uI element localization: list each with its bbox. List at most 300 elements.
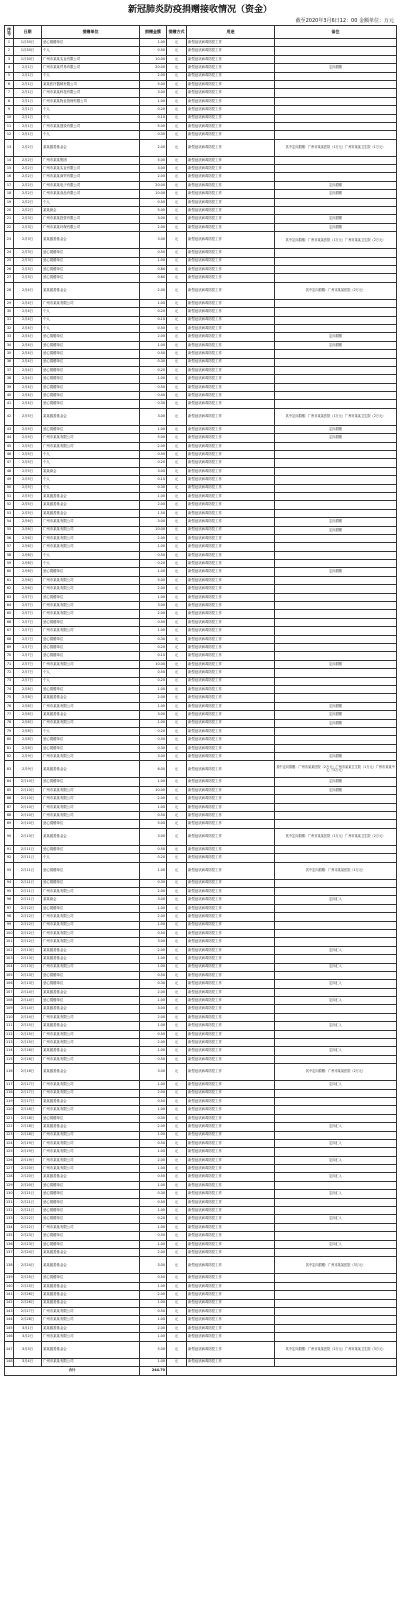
cell-note [275, 72, 397, 80]
cell-amount: 0.20 [140, 106, 167, 114]
cell-no: 113 [5, 1039, 14, 1047]
cell-no: 24 [5, 249, 14, 257]
cell-method: 元 [167, 383, 187, 391]
table-row [5, 1173, 397, 1181]
cell-use: 新型冠状病毒防控工作 [187, 139, 275, 156]
cell-no: 66 [5, 618, 14, 626]
cell-no: 110 [5, 1013, 14, 1021]
cell-date: 2月23日 [14, 1240, 42, 1248]
cell-note [275, 1207, 397, 1215]
cell-amount: 2.00 [140, 1324, 167, 1332]
cell-note [275, 451, 397, 459]
cell-donor: 广州市某某有限公司 [42, 812, 140, 820]
cell-note [275, 1114, 397, 1122]
cell-no: 32 [5, 324, 14, 332]
cell-date: 2月21日 [14, 1190, 42, 1198]
cell-use: 新型冠状病毒防控工作 [187, 1055, 275, 1063]
cell-date: 2月17日 [14, 1089, 42, 1097]
cell-donor: 爱心捐赠单位 [42, 644, 140, 652]
cell-note [275, 1274, 397, 1282]
cell-use: 新型冠状病毒防控工作 [187, 593, 275, 601]
cell-no: 117 [5, 1081, 14, 1089]
cell-amount: 1.00 [140, 627, 167, 635]
cell-no: 73 [5, 677, 14, 685]
cell-method: 元 [167, 736, 187, 744]
cell-donor: 广州市某某贸易有限公司 [42, 64, 140, 72]
cell-donor: 广州市某某有限公司 [42, 1165, 140, 1173]
cell-date: 2月5日 [14, 484, 42, 492]
cell-use: 新型冠状病毒防控工作 [187, 257, 275, 265]
cell-amount: 1.00 [140, 719, 167, 727]
cell-note [275, 736, 397, 744]
cell-donor: 个人 [42, 324, 140, 332]
cell-date: 2月2日 [14, 156, 42, 164]
cell-use: 新型冠状病毒防控工作 [187, 501, 275, 509]
cell-no: 22 [5, 223, 14, 231]
cell-amount: 0.20 [140, 366, 167, 374]
cell-note: 定向汇入 [275, 963, 397, 971]
table-row [5, 232, 397, 249]
cell-method: 元 [167, 308, 187, 316]
cell-note [275, 366, 397, 374]
cell-amount: 3.00 [140, 938, 167, 946]
cell-date: 2月28日 [14, 1316, 42, 1324]
cell-amount: 5.00 [140, 156, 167, 164]
cell-amount: 10.00 [140, 55, 167, 63]
cell-no: 91 [5, 845, 14, 853]
cell-no: 26 [5, 265, 14, 273]
cell-date: 2月23日 [14, 1232, 42, 1240]
cell-note [275, 400, 397, 408]
cell-use: 新型冠状病毒防控工作 [187, 198, 275, 206]
cell-date: 2月13日 [14, 963, 42, 971]
cell-method: 元 [167, 451, 187, 459]
cell-date: 2月12日 [14, 913, 42, 921]
cell-donor: 个人 [42, 551, 140, 559]
cell-donor: 某某慈善基金会 [42, 408, 140, 425]
cell-donor: 爱心捐赠单位 [42, 980, 140, 988]
donation-table [4, 25, 397, 1376]
cell-method: 元 [167, 1081, 187, 1089]
cell-no: 25 [5, 257, 14, 265]
table-row [5, 1207, 397, 1215]
table-row [5, 627, 397, 635]
cell-date: 2月18日 [14, 1114, 42, 1122]
cell-use: 新型冠状病毒防控工作 [187, 451, 275, 459]
cell-date: 2月6日 [14, 534, 42, 542]
cell-donor: 某某慈善基金会 [42, 955, 140, 963]
cell-method: 元 [167, 341, 187, 349]
cell-use: 新型冠状病毒防控工作 [187, 744, 275, 752]
cell-date: 2月15日 [14, 1022, 42, 1030]
cell-amount: 2.00 [140, 1089, 167, 1097]
cell-amount: 1.00 [140, 702, 167, 710]
cell-donor: 爱心捐赠单位 [42, 1207, 140, 1215]
table-row [5, 1089, 397, 1097]
cell-method: 元 [167, 408, 187, 425]
cell-date: 2月4日 [14, 366, 42, 374]
cell-donor: 爱心捐赠单位 [42, 375, 140, 383]
col-header-amount: 捐赠金额 [140, 26, 167, 39]
cell-amount: 0.50 [140, 845, 167, 853]
cell-use: 新型冠状病毒防控工作 [187, 660, 275, 668]
cell-amount: 2.00 [140, 333, 167, 341]
cell-date: 2月6日 [14, 568, 42, 576]
cell-donor: 个人 [42, 131, 140, 139]
cell-method: 元 [167, 534, 187, 542]
cell-amount: 20.00 [140, 181, 167, 189]
cell-note [275, 803, 397, 811]
cell-method: 元 [167, 610, 187, 618]
cell-note: 定向汇入 [275, 1139, 397, 1147]
cell-note [275, 1165, 397, 1173]
cell-method: 元 [167, 913, 187, 921]
table-row [5, 963, 397, 971]
cell-amount: 2.00 [140, 795, 167, 803]
cell-method: 元 [167, 576, 187, 584]
cell-date: 2月3日 [14, 249, 42, 257]
cell-donor: 某某慈善基金会 [42, 1291, 140, 1299]
cell-note [275, 669, 397, 677]
cell-no: 86 [5, 795, 14, 803]
cell-note [275, 593, 397, 601]
cell-note [275, 198, 397, 206]
cell-donor: 某某慈善基金会 [42, 988, 140, 996]
cell-amount: 0.30 [140, 400, 167, 408]
cell-method: 元 [167, 820, 187, 828]
cell-note [275, 1131, 397, 1139]
cell-amount: 5.00 [140, 122, 167, 130]
cell-donor: 广州市某某有限公司 [42, 887, 140, 895]
cell-method: 元 [167, 1055, 187, 1063]
cell-method: 元 [167, 1333, 187, 1341]
cell-note: 其中定向捐赠：广州市某某医院（2万元）广州市某某卫生院（1万元）广州市某某中心（3万元） [275, 761, 397, 778]
cell-method: 元 [167, 971, 187, 979]
cell-note: 定向汇入 [275, 946, 397, 954]
cell-date: 2月3日 [14, 274, 42, 282]
cell-date: 2月24日 [14, 1249, 42, 1257]
cell-method: 元 [167, 1022, 187, 1030]
cell-method: 元 [167, 1013, 187, 1021]
cell-use: 新型冠状病毒防控工作 [187, 1106, 275, 1114]
table-row [5, 1358, 397, 1366]
cell-use: 新型冠状病毒防控工作 [187, 677, 275, 685]
cell-use: 新型冠状病毒防控工作 [187, 282, 275, 299]
cell-date: 2月15日 [14, 1030, 42, 1038]
cell-donor: 某某慈善基金会 [42, 509, 140, 517]
cell-method: 元 [167, 812, 187, 820]
table-row [5, 1333, 397, 1341]
cell-use: 新型冠状病毒防控工作 [187, 265, 275, 273]
cell-amount: 1.00 [140, 341, 167, 349]
cell-date: 2月7日 [14, 677, 42, 685]
cell-amount: 0.30 [140, 131, 167, 139]
cell-amount: 0.20 [140, 1215, 167, 1223]
table-row [5, 904, 397, 912]
cell-donor: 爱心捐赠单位 [42, 1190, 140, 1198]
cell-note [275, 685, 397, 693]
cell-amount: 1.00 [140, 1081, 167, 1089]
cell-use: 新型冠状病毒防控工作 [187, 173, 275, 181]
cell-method: 元 [167, 181, 187, 189]
cell-use: 新型冠状病毒防控工作 [187, 963, 275, 971]
cell-method: 元 [167, 744, 187, 752]
cell-use: 新型冠状病毒防控工作 [187, 207, 275, 215]
cell-method: 元 [167, 1089, 187, 1097]
cell-amount: 1.00 [140, 1022, 167, 1030]
table-row [5, 215, 397, 223]
cell-method: 元 [167, 1198, 187, 1206]
cell-method: 元 [167, 879, 187, 887]
cell-donor: 广州市某某有限公司 [42, 938, 140, 946]
cell-method: 元 [167, 358, 187, 366]
cell-donor: 爱心捐赠单位 [42, 618, 140, 626]
cell-amount: 1.00 [140, 904, 167, 912]
cell-no: 17 [5, 181, 14, 189]
cell-method: 元 [167, 1358, 187, 1366]
table-row [5, 122, 397, 130]
cell-method: 元 [167, 55, 187, 63]
cell-no: 12 [5, 131, 14, 139]
table-row [5, 946, 397, 954]
cell-no: 68 [5, 635, 14, 643]
cell-use: 新型冠状病毒防控工作 [187, 181, 275, 189]
table-row [5, 198, 397, 206]
cell-note: 定向捐赠 [275, 702, 397, 710]
cell-date: 3月1日 [14, 1324, 42, 1332]
cell-use: 新型冠状病毒防控工作 [187, 938, 275, 946]
cell-use: 新型冠状病毒防控工作 [187, 845, 275, 853]
cell-method: 元 [167, 215, 187, 223]
cell-amount: 3.00 [140, 1064, 167, 1081]
cell-donor: 某某慈善基金会 [42, 1341, 140, 1358]
cell-use: 新型冠状病毒防控工作 [187, 921, 275, 929]
cell-method: 元 [167, 1131, 187, 1139]
cell-amount: 0.50 [140, 1274, 167, 1282]
cell-date: 2月2日 [14, 139, 42, 156]
cell-method: 元 [167, 1030, 187, 1038]
table-row [5, 828, 397, 845]
cell-amount: 0.30 [140, 879, 167, 887]
cell-use: 新型冠状病毒防控工作 [187, 156, 275, 164]
cell-method: 元 [167, 669, 187, 677]
cell-amount: 1.00 [140, 1299, 167, 1307]
cell-donor: 广州市某某有限公司 [42, 803, 140, 811]
cell-amount: 1.00 [140, 1316, 167, 1324]
cell-donor: 个人 [42, 308, 140, 316]
cell-donor: 广州市某某有限公司 [42, 1333, 140, 1341]
cell-no: 42 [5, 408, 14, 425]
cell-amount: 1.00 [140, 921, 167, 929]
cell-date: 2月1日 [14, 80, 42, 88]
cell-amount: 10.00 [140, 526, 167, 534]
table-row [5, 702, 397, 710]
cell-method: 元 [167, 131, 187, 139]
cell-donor: 某某慈善基金会 [42, 711, 140, 719]
cell-no: 121 [5, 1114, 14, 1122]
cell-method: 元 [167, 350, 187, 358]
table-row [5, 602, 397, 610]
cell-no: 122 [5, 1123, 14, 1131]
cell-amount: 3.00 [140, 467, 167, 475]
cell-use: 新型冠状病毒防控工作 [187, 72, 275, 80]
cell-date: 2月16日 [14, 1064, 42, 1081]
cell-method: 元 [167, 938, 187, 946]
cell-date: 2月14日 [14, 1005, 42, 1013]
cell-date: 2月8日 [14, 694, 42, 702]
cell-donor: 广州市某某有限公司 [42, 1131, 140, 1139]
cell-method: 元 [167, 72, 187, 80]
cell-no: 112 [5, 1030, 14, 1038]
cell-amount: 2.00 [140, 223, 167, 231]
cell-no: 4 [5, 64, 14, 72]
page-subtitle: 截至2020年3月6日12：00 金额单位：万元 [295, 18, 394, 24]
cell-amount: 3.00 [140, 1005, 167, 1013]
cell-donor: 爱心捐赠单位 [42, 358, 140, 366]
cell-use: 新型冠状病毒防控工作 [187, 442, 275, 450]
cell-donor: 爱心捐赠单位 [42, 778, 140, 786]
cell-date: 2月7日 [14, 618, 42, 626]
cell-note [275, 47, 397, 55]
cell-date: 2月7日 [14, 635, 42, 643]
cell-donor: 广州市某某有限公司 [42, 627, 140, 635]
cell-amount: 5.00 [140, 820, 167, 828]
cell-note [275, 929, 397, 937]
cell-donor: 爱心捐赠单位 [42, 971, 140, 979]
cell-date: 2月1日 [14, 122, 42, 130]
table-row [5, 997, 397, 1005]
cell-date: 2月7日 [14, 610, 42, 618]
cell-use: 新型冠状病毒防控工作 [187, 1299, 275, 1307]
cell-use: 新型冠状病毒防控工作 [187, 1064, 275, 1081]
cell-note [275, 904, 397, 912]
cell-note [275, 1148, 397, 1156]
cell-no: 46 [5, 451, 14, 459]
table-row [5, 400, 397, 408]
cell-use: 新型冠状病毒防控工作 [187, 896, 275, 904]
cell-method: 元 [167, 1316, 187, 1324]
cell-note: 定向汇入 [275, 1173, 397, 1181]
cell-amount: 2.00 [140, 139, 167, 156]
cell-method: 元 [167, 476, 187, 484]
col-header-donor: 捐赠单位 [42, 26, 140, 39]
cell-use: 新型冠状病毒防控工作 [187, 55, 275, 63]
cell-use: 新型冠状病毒防控工作 [187, 727, 275, 735]
cell-note: 定向捐赠 [275, 434, 397, 442]
cell-amount: 0.10 [140, 114, 167, 122]
table-row [5, 660, 397, 668]
table-row [5, 812, 397, 820]
cell-note [275, 383, 397, 391]
cell-no: 11 [5, 122, 14, 130]
table-row [5, 913, 397, 921]
cell-method: 元 [167, 1005, 187, 1013]
cell-date: 2月11日 [14, 845, 42, 853]
cell-no: 83 [5, 761, 14, 778]
cell-note: 定向汇入 [275, 1047, 397, 1055]
cell-use: 新型冠状病毒防控工作 [187, 887, 275, 895]
cell-donor: 爱心捐赠单位 [42, 392, 140, 400]
cell-method: 元 [167, 173, 187, 181]
cell-date: 2月5日 [14, 467, 42, 475]
cell-donor: 个人 [42, 47, 140, 55]
cell-use: 新型冠状病毒防控工作 [187, 1190, 275, 1198]
cell-date: 2月20日 [14, 1181, 42, 1189]
cell-note: 其中定向捐赠：广州市某某医院（2万元） [275, 1064, 397, 1081]
cell-amount: 0.50 [140, 1173, 167, 1181]
cell-method: 元 [167, 702, 187, 710]
cell-note [275, 459, 397, 467]
cell-no: 103 [5, 955, 14, 963]
cell-amount: 0.50 [140, 551, 167, 559]
cell-use: 新型冠状病毒防控工作 [187, 39, 275, 47]
cell-amount: 2.00 [140, 887, 167, 895]
cell-use: 新型冠状病毒防控工作 [187, 400, 275, 408]
cell-note [275, 173, 397, 181]
cell-use: 新型冠状病毒防控工作 [187, 543, 275, 551]
cell-date: 2月3日 [14, 265, 42, 273]
cell-method: 元 [167, 997, 187, 1005]
cell-amount: 0.30 [140, 1190, 167, 1198]
cell-note [275, 1249, 397, 1257]
table-row [5, 568, 397, 576]
cell-use: 新型冠状病毒防控工作 [187, 1131, 275, 1139]
table-row [5, 1039, 397, 1047]
cell-method: 元 [167, 677, 187, 685]
cell-date: 2月12日 [14, 904, 42, 912]
cell-donor: 广州市某某有限公司 [42, 1089, 140, 1097]
cell-no: 58 [5, 551, 14, 559]
cell-note [275, 1299, 397, 1307]
cell-donor: 爱心捐赠单位 [42, 744, 140, 752]
cell-amount: 2.00 [140, 1249, 167, 1257]
cell-date: 2月4日 [14, 316, 42, 324]
cell-no: 136 [5, 1240, 14, 1248]
cell-method: 元 [167, 635, 187, 643]
cell-date: 2月13日 [14, 971, 42, 979]
cell-donor: 某某慈善基金会 [42, 828, 140, 845]
cell-no: 114 [5, 1047, 14, 1055]
cell-donor: 广州市某某有限公司 [42, 1358, 140, 1366]
table-row [5, 1030, 397, 1038]
cell-note [275, 879, 397, 887]
cell-note [275, 1181, 397, 1189]
cell-no: 132 [5, 1207, 14, 1215]
cell-date: 2月8日 [14, 736, 42, 744]
cell-donor: 广州市某某有限公司 [42, 786, 140, 794]
cell-date: 2月5日 [14, 442, 42, 450]
cell-use: 新型冠状病毒防控工作 [187, 165, 275, 173]
cell-amount: 0.20 [140, 560, 167, 568]
cell-method: 元 [167, 1249, 187, 1257]
cell-no: 89 [5, 820, 14, 828]
cell-use: 新型冠状病毒防控工作 [187, 980, 275, 988]
cell-no: 118 [5, 1089, 14, 1097]
cell-no: 129 [5, 1181, 14, 1189]
cell-use: 新型冠状病毒防控工作 [187, 585, 275, 593]
table-row [5, 1223, 397, 1231]
cell-method: 元 [167, 1240, 187, 1248]
cell-note [275, 1223, 397, 1231]
table-row [5, 257, 397, 265]
cell-date: 2月4日 [14, 358, 42, 366]
cell-date: 2月5日 [14, 509, 42, 517]
cell-no: 45 [5, 442, 14, 450]
cell-use: 新型冠状病毒防控工作 [187, 114, 275, 122]
table-row [5, 971, 397, 979]
cell-donor: 爱心捐赠单位 [42, 1114, 140, 1122]
cell-date: 2月11日 [14, 879, 42, 887]
